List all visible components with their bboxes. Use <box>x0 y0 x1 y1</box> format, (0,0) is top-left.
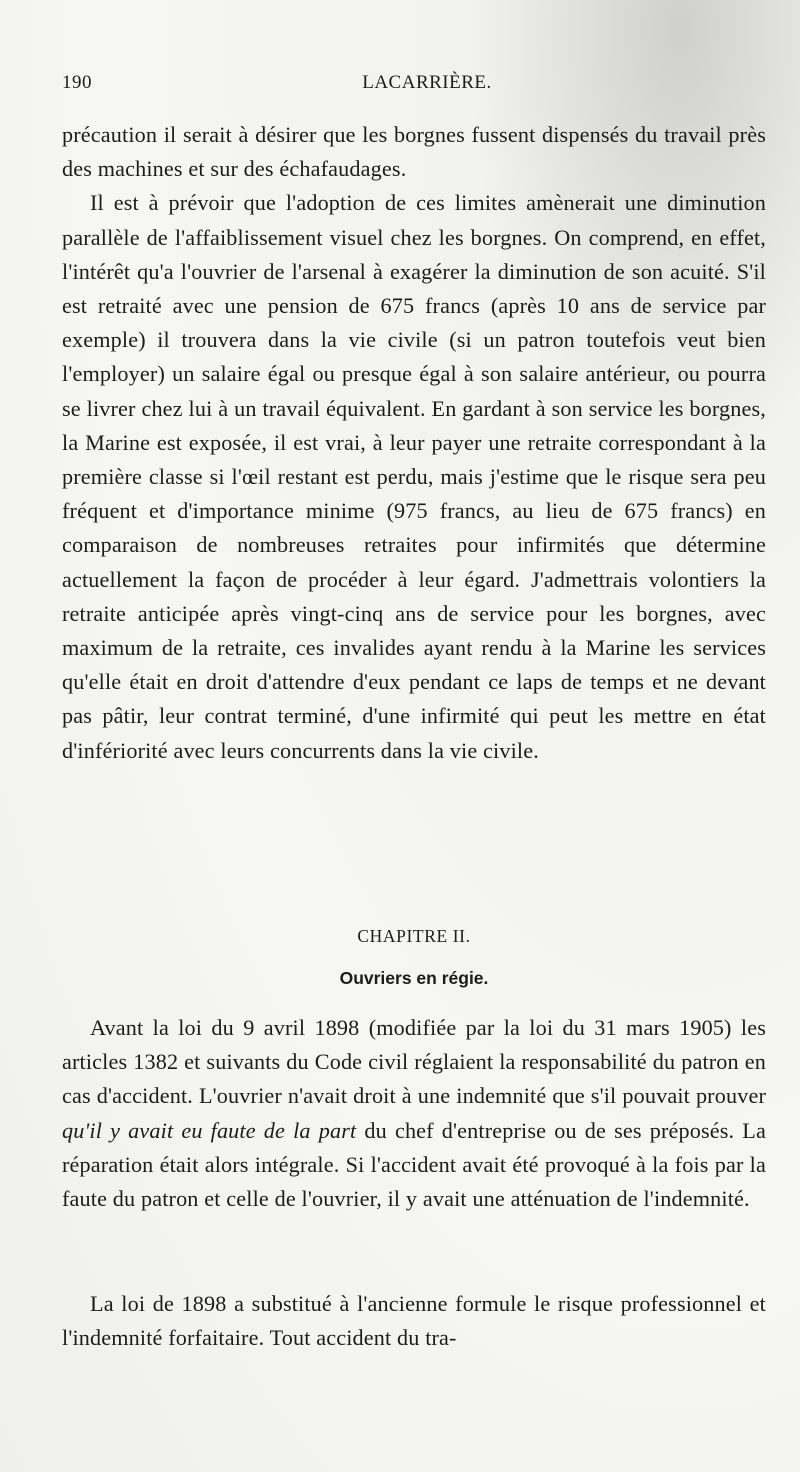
chapter-heading: CHAPITRE II. <box>357 926 471 946</box>
paragraph-regie-part-1: Avant la loi du 9 avril 1898 (modifiée par la loi du 31 mars 1905) les articles 1382 et suivants du Code civil réglaient la responsabilité du patron en cas d'accident. L'ouvrier n'avait droit à une indemnité que s'il pouvait prouver <box>62 1015 766 1109</box>
page-header <box>62 72 762 102</box>
page-number: 190 <box>62 72 92 93</box>
paragraph-continuation: précaution il serait à désirer que les borgnes fussent dispensés du travail près des machines et sur des échafaudages. <box>62 122 766 182</box>
running-title: LACARRIÈRE. <box>362 72 492 93</box>
text-block-top <box>62 118 766 768</box>
text-block-regie <box>62 1011 766 1216</box>
text-block-loi-1898 <box>62 1287 766 1355</box>
paragraph-regie-part-2: du chef d'entreprise ou de ses préposés. La réparation était alors intégrale. Si l'accident avait été provoqué à la fois par la faute du patron et celle de l'ouvrier, il y avait une atténuation de l'indemnité. <box>62 1117 767 1212</box>
paragraph-regie <box>62 1011 766 1216</box>
paragraph-loi-1898: La loi de 1898 a substitué à l'ancienne formule le risque professionnel et l'indemnité forfaitaire. Tout accident du tra- <box>62 1291 766 1351</box>
paragraph-borgnes: Il est à prévoir que l'adoption de ces limites amènerait une diminution parallèle de l'affaiblissement visuel chez les borgnes. On comprend, en effet, l'intérêt qu'a l'ouvrier de l'arsenal à exagérer la diminution de son acuité. S'il est retraité avec une pension de 675 francs (après 10 ans de service par exemple) il trouvera dans la vie civile (si un patron toutefois veut bien l'employer) un salaire égal ou presque égal à son salaire antérieur, ou pourra se livrer chez lui à un travail équivalent. En gardant à son service les borgnes, la Marine est exposée, il est vrai, à leur payer une retraite correspondant à la première classe si l'œil restant est perdu, mais j'estime que le risque sera peu fréquent et d'importance minime (975 francs, au lieu de 675 francs) en comparaison de nombreuses retraites pour infirmités que détermine actuellement la façon de procéder à leur égard. J'admettrais volontiers la retraite anticipée après vingt-cinq ans de service pour les borgnes, avec maximum de la retraite, ces invalides ayant rendu à la Marine les services qu'elle était en droit d'attendre d'eux pendant ce laps de temps et ne devant pas pâtir, leur contrat terminé, d'une infirmité qui peut les mettre en état d'infériorité avec leurs concurrents dans la vie civile. <box>62 190 766 763</box>
section-heading: Ouvriers en régie. <box>339 968 489 988</box>
paragraph-regie-italic: qu'il y avait eu faute de la part <box>62 1117 357 1143</box>
